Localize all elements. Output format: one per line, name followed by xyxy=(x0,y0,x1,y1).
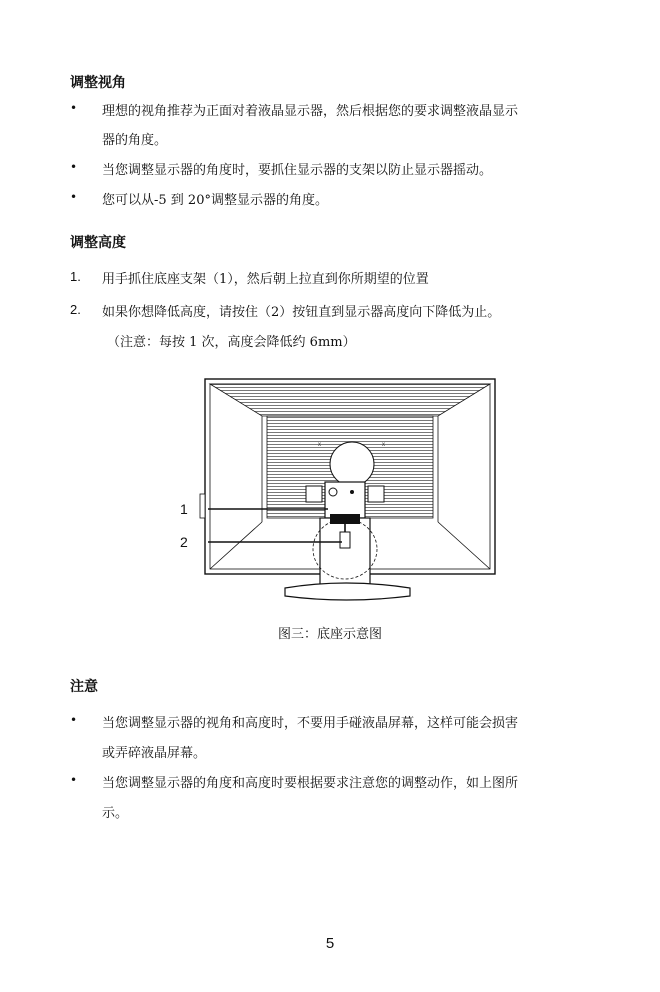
angle-bullet-1-line2: 器的角度。 xyxy=(102,133,168,148)
callout-label-2: 2 xyxy=(180,534,188,550)
notice-bullet-2-line1: 当您调整显示器的角度和高度时要根据要求注意您的调整动作，如上图所 xyxy=(102,776,519,791)
bullet-icon: • xyxy=(70,190,78,204)
angle-bullet-1-line1: 理想的视角推荐为正面对着液晶显示器，然后根据您的要求调整液晶显示 xyxy=(102,104,519,119)
svg-text:x: x xyxy=(382,442,385,448)
notice-bullet-1-line1: 当您调整显示器的视角和高度时，不要用手碰液晶屏幕，这样可能会损害 xyxy=(102,716,519,731)
bullet-icon: • xyxy=(70,160,78,174)
figure-caption: 图三：底座示意图 xyxy=(277,627,382,642)
svg-text:x: x xyxy=(318,442,321,448)
section-title-adjust-height: 调整高度 xyxy=(70,235,126,251)
callout-label-1: 1 xyxy=(180,501,188,517)
angle-bullet-2: 当您调整显示器的角度时，要抓住显示器的支架以防止显示器摇动。 xyxy=(102,163,493,178)
height-step-1: 用手抓住底座支架（1），然后朝上拉直到你所期望的位置 xyxy=(102,272,429,287)
monitor-stand-diagram xyxy=(170,374,500,610)
bullet-icon: • xyxy=(70,713,78,727)
height-step-2: 如果你想降低高度，请按住（2）按钮直到显示器高度向下降低为止。 xyxy=(102,305,501,320)
step-number: 2. xyxy=(70,302,81,317)
step-number: 1. xyxy=(70,269,81,284)
height-note: （注意：每按 1 次，高度会降低约 6mm） xyxy=(107,335,356,350)
bullet-icon: • xyxy=(70,773,78,787)
notice-bullet-2-line2: 示。 xyxy=(102,806,129,821)
section-title-adjust-angle: 调整视角 xyxy=(70,75,126,91)
angle-bullet-3: 您可以从-5 到 20°调整显示器的角度。 xyxy=(102,193,328,208)
section-title-notice: 注意 xyxy=(70,679,98,695)
bullet-icon: • xyxy=(70,101,78,115)
notice-bullet-1-line2: 或弄碎液晶屏幕。 xyxy=(102,746,207,761)
page-number: 5 xyxy=(325,935,335,952)
